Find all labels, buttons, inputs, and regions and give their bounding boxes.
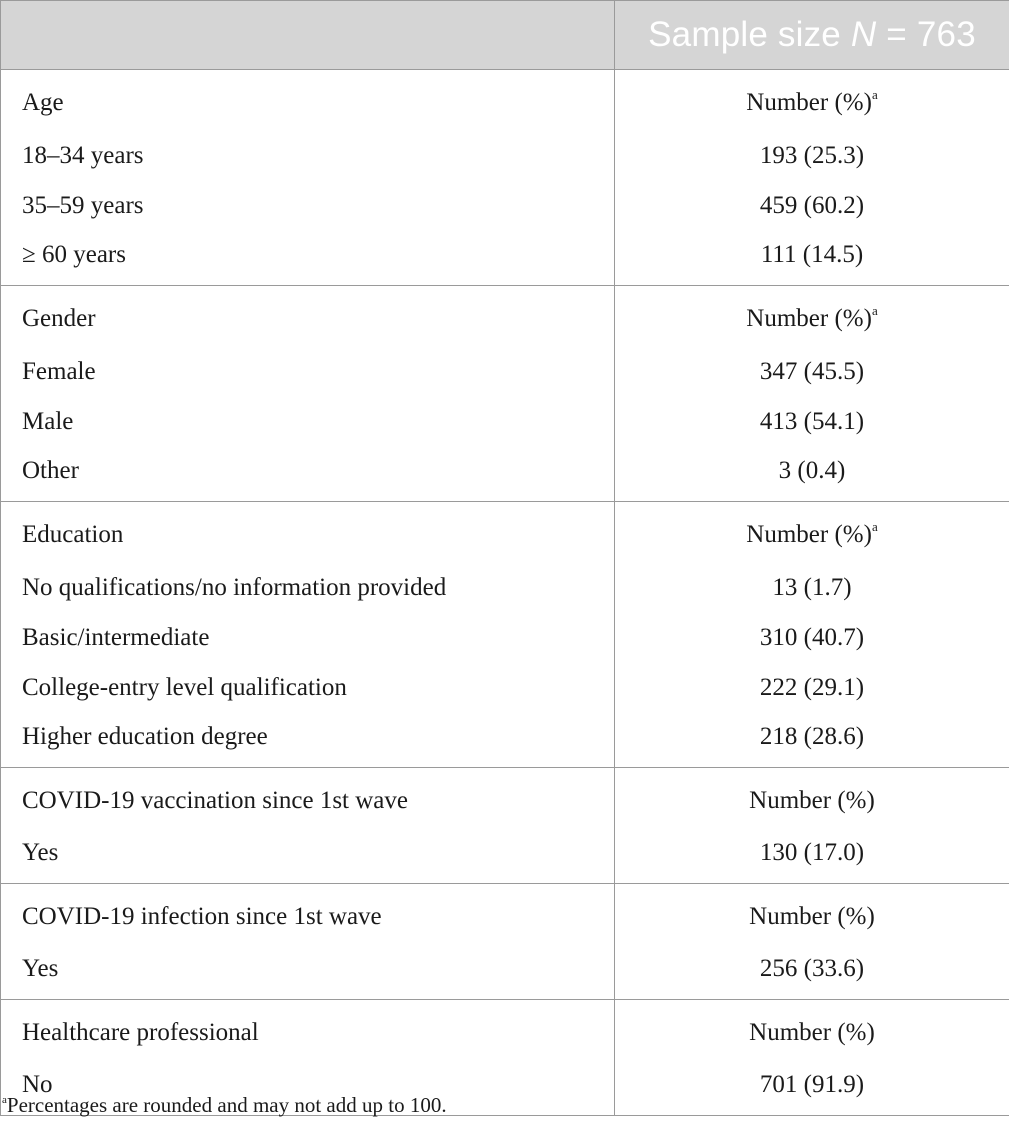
- table-footnote: [2, 1093, 447, 1118]
- row-label: No: [1, 1061, 615, 1116]
- group-header-row: [1, 286, 1009, 347]
- group-value-label: Number (%): [746, 521, 872, 549]
- row-value: 130 (17.0): [615, 829, 1009, 884]
- row-value: 3 (0.4): [615, 447, 1009, 502]
- table-body: [1, 70, 1009, 1116]
- table-row: [1, 397, 1009, 447]
- row-value: 111 (14.5): [615, 231, 1009, 286]
- row-value: 347 (45.5): [615, 347, 1009, 397]
- group-label: Healthcare professional: [1, 1000, 615, 1061]
- table-row: [1, 447, 1009, 502]
- group-label: Education: [1, 502, 615, 563]
- group-value-label-cell: [615, 286, 1009, 347]
- header-blank-cell: [1, 1, 615, 70]
- row-label: Yes: [1, 829, 615, 884]
- table-row: [1, 945, 1009, 1000]
- header-sample-size: [615, 1, 1009, 70]
- table-row: [1, 181, 1009, 231]
- row-value: 222 (29.1): [615, 663, 1009, 713]
- group-header-row: [1, 884, 1009, 945]
- row-label: Higher education degree: [1, 713, 615, 768]
- table-row: [1, 131, 1009, 181]
- row-value: 256 (33.6): [615, 945, 1009, 1000]
- header-prefix: Sample size: [648, 15, 851, 54]
- group-value-label-cell: [615, 502, 1009, 563]
- group-value-label-cell: [615, 1000, 1009, 1061]
- row-label: Female: [1, 347, 615, 397]
- row-label: Other: [1, 447, 615, 502]
- row-label: Male: [1, 397, 615, 447]
- group-value-label: Number (%): [749, 903, 875, 931]
- row-label: No qualifications/no information provided: [1, 563, 615, 613]
- row-value: 701 (91.9): [615, 1061, 1009, 1116]
- table-row: [1, 663, 1009, 713]
- footnote-reference: a: [871, 303, 878, 319]
- footnote-reference: a: [871, 519, 878, 535]
- group-header-row: [1, 1000, 1009, 1061]
- group-value-label-cell: [615, 768, 1009, 829]
- row-value: 310 (40.7): [615, 613, 1009, 663]
- table-row: [1, 563, 1009, 613]
- table-header: [1, 1, 1009, 70]
- group-label: Age: [1, 70, 615, 131]
- table-row: [1, 347, 1009, 397]
- footnote-text: Percentages are rounded and may not add up to 100.: [6, 1093, 447, 1117]
- group-value-label: Number (%): [746, 89, 872, 117]
- table-row: [1, 829, 1009, 884]
- row-label: Basic/intermediate: [1, 613, 615, 663]
- row-value: 193 (25.3): [615, 131, 1009, 181]
- footnote-reference: a: [871, 87, 878, 103]
- group-value-label-cell: [615, 884, 1009, 945]
- group-header-row: [1, 70, 1009, 131]
- header-suffix: = 763: [876, 15, 976, 54]
- group-label: Gender: [1, 286, 615, 347]
- row-value: 13 (1.7): [615, 563, 1009, 613]
- row-label: 35–59 years: [1, 181, 615, 231]
- table-row: [1, 713, 1009, 768]
- group-value-label: Number (%): [749, 787, 875, 815]
- group-value-label-cell: [615, 70, 1009, 131]
- row-label: ≥ 60 years: [1, 231, 615, 286]
- table-row: [1, 613, 1009, 663]
- group-value-label: Number (%): [746, 305, 872, 333]
- group-header-row: [1, 768, 1009, 829]
- group-value-label: Number (%): [749, 1019, 875, 1047]
- table-row: [1, 231, 1009, 286]
- row-value: 413 (54.1): [615, 397, 1009, 447]
- header-row: [1, 1, 1009, 70]
- row-label: Yes: [1, 945, 615, 1000]
- row-value: 459 (60.2): [615, 181, 1009, 231]
- row-label: 18–34 years: [1, 131, 615, 181]
- group-label: COVID-19 vaccination since 1st wave: [1, 768, 615, 829]
- footnote-marker: a: [2, 1094, 7, 1106]
- row-value: 218 (28.6): [615, 713, 1009, 768]
- group-label: COVID-19 infection since 1st wave: [1, 884, 615, 945]
- row-label: College-entry level qualification: [1, 663, 615, 713]
- group-header-row: [1, 502, 1009, 563]
- header-n-variable: N: [850, 15, 877, 54]
